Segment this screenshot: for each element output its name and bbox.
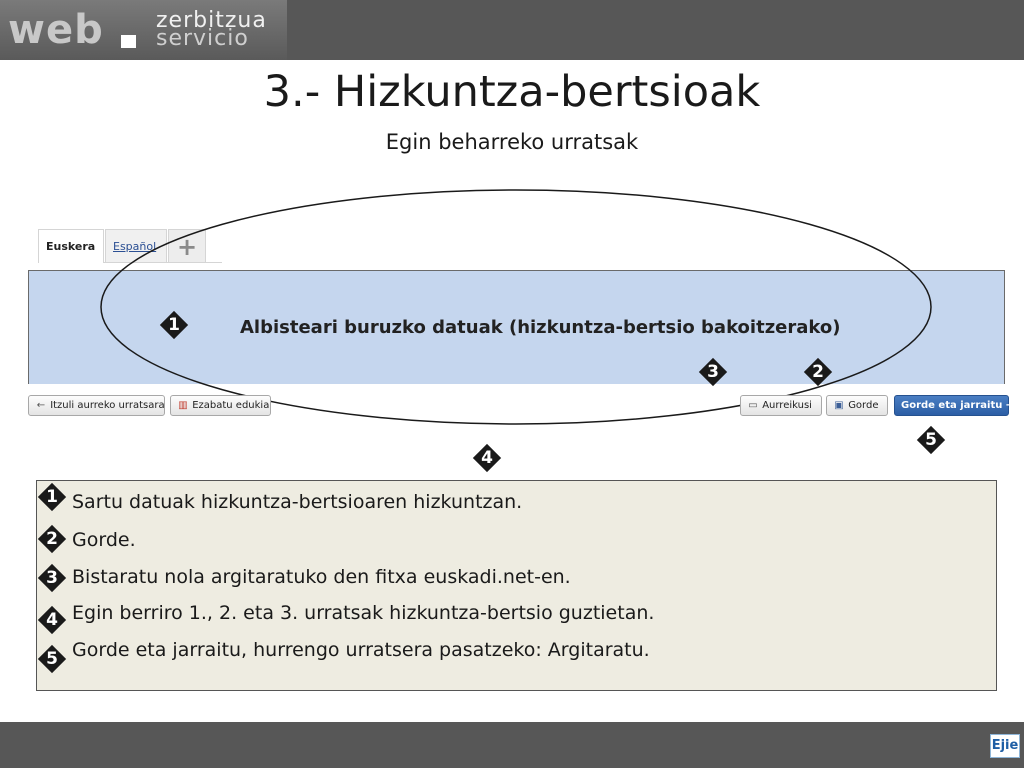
add-language-tab[interactable]: +: [168, 229, 206, 263]
step-1-marker-icon: 1: [37, 482, 67, 512]
tab-euskera[interactable]: Euskera: [38, 229, 104, 263]
step-3-text: Bistaratu nola argitaratuko den fitxa euskadi.net-en.: [72, 566, 571, 588]
step-3-marker-icon: 3: [37, 563, 67, 593]
step-2-marker-icon: 2: [37, 524, 67, 554]
marker-3-icon: 3: [698, 357, 728, 387]
preview-icon: ▭: [748, 400, 758, 411]
marker-4-icon: 4: [472, 443, 502, 473]
back-button-label: Itzuli aurreko urratsara: [50, 400, 165, 411]
slide-subtitle: Egin beharreko urratsak: [385, 130, 639, 154]
step-1-text: Sartu datuak hizkuntza-bertsioaren hizkuntzan.: [72, 491, 523, 513]
preview-button-label: Aurreikusi: [762, 400, 812, 411]
step-4-text: Egin berriro 1., 2. eta 3. urratsak hizkuntza-bertsio guztietan.: [72, 602, 655, 624]
preview-button[interactable]: [740, 395, 822, 416]
bottom-banner: [0, 722, 1024, 768]
slide-title: 3.- Hizkuntza-bertsioak: [263, 67, 761, 117]
logo-line-1: zerbitzua: [156, 8, 267, 33]
back-button[interactable]: [28, 395, 165, 416]
step-5-text: Gorde eta jarraitu, hurrengo urratsera pasatzeko: Argitaratu.: [72, 639, 650, 661]
trash-icon: ▥: [178, 400, 188, 411]
arrow-right-icon: →: [1005, 400, 1015, 411]
save-button[interactable]: [826, 395, 888, 416]
step-2-text: Gorde.: [72, 529, 136, 551]
save-and-continue-button[interactable]: [894, 395, 1015, 416]
step-4-marker-icon: 4: [37, 605, 67, 635]
save-continue-label: Gorde eta jarraitu: [901, 400, 1003, 411]
logo-line-2: servicio: [156, 26, 249, 51]
tab-espanol[interactable]: Español: [105, 229, 167, 263]
floppy-disk-icon: ▣: [834, 400, 844, 411]
step-5-marker-icon: 5: [37, 644, 67, 674]
panel-description: Albisteari buruzko datuak (hizkuntza-bertsio bakoitzerako): [240, 317, 841, 338]
save-button-label: Gorde: [848, 400, 879, 411]
delete-button-label: Ezabatu edukia: [192, 400, 270, 411]
delete-content-button[interactable]: [170, 395, 271, 416]
marker-2-icon: 2: [803, 357, 833, 387]
logo-web-text: web: [8, 7, 104, 53]
ejie-logo: Ejie: [990, 734, 1020, 758]
marker-1-icon: 1: [159, 310, 189, 340]
arrow-left-icon: ←: [36, 400, 46, 411]
marker-5-icon: 5: [916, 425, 946, 455]
